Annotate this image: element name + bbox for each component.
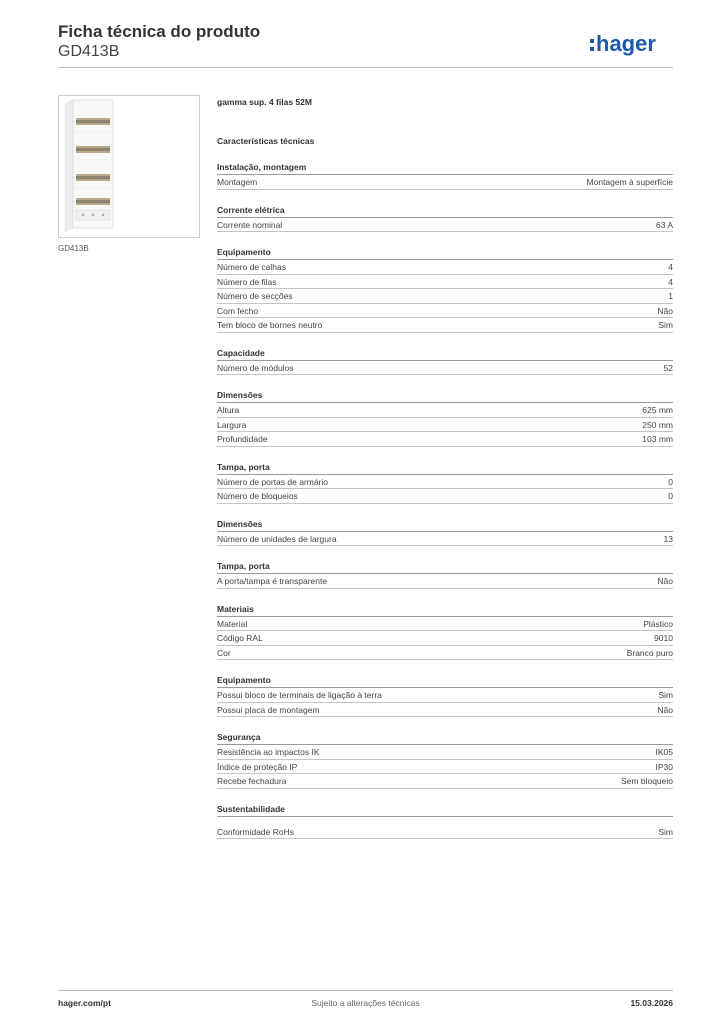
- spec-row: [217, 289, 673, 304]
- spec-group-title: Equipamento: [217, 674, 673, 688]
- spec-group-title: Segurança: [217, 731, 673, 745]
- page-title: Ficha técnica do produto: [58, 22, 261, 41]
- spec-group: [217, 161, 673, 190]
- spec-value: 13: [663, 533, 673, 544]
- spec-value: Branco puro: [626, 647, 673, 658]
- section-heading: Características técnicas: [217, 136, 315, 146]
- product-image-caption: GD413B: [58, 244, 89, 253]
- spec-group: [217, 461, 673, 504]
- spec-value: 4: [668, 262, 673, 272]
- spec-group: [217, 603, 673, 661]
- spec-label: Número de secções: [217, 291, 293, 301]
- spec-row: [217, 574, 673, 589]
- spec-group: [217, 518, 673, 547]
- spec-row: [217, 475, 673, 490]
- spec-value: 9010: [654, 633, 673, 643]
- spec-row: [217, 218, 673, 233]
- spec-group-title: Corrente elétrica: [217, 204, 673, 218]
- spec-label: Conformidade RoHs: [217, 826, 295, 837]
- spec-value: IP30: [655, 761, 673, 772]
- spec-group-title: Capacidade: [217, 347, 673, 361]
- spec-label: Tem bloco de bornes neutro: [217, 320, 323, 330]
- spec-label: Número de módulos: [217, 362, 294, 373]
- spec-value: Sem bloqueio: [621, 776, 673, 786]
- product-image: [58, 95, 200, 238]
- spec-label: Número de calhas: [217, 262, 286, 272]
- spec-value: 63 A: [655, 219, 673, 230]
- spec-row: [217, 631, 673, 646]
- spec-value: Sim: [658, 826, 673, 837]
- spec-value: Não: [657, 305, 673, 316]
- spec-group-title: Tampa, porta: [217, 560, 673, 574]
- spec-group: [217, 204, 673, 233]
- spec-row: [217, 617, 673, 632]
- spec-value: Não: [657, 576, 673, 586]
- spec-row: [217, 774, 673, 789]
- footer-divider: [58, 990, 673, 991]
- spec-label: Com fecho: [217, 305, 259, 316]
- header-divider: [58, 67, 673, 68]
- spec-label: Número de bloqueios: [217, 491, 298, 501]
- spec-group: [217, 347, 673, 376]
- spec-label: Altura: [217, 405, 240, 415]
- spec-row: [217, 745, 673, 760]
- spec-groups: [217, 161, 673, 839]
- logo-dot-bottom: [590, 47, 594, 51]
- spec-group-title: Dimensões: [217, 518, 673, 532]
- spec-value: Sim: [658, 690, 673, 700]
- spec-label: Índice de proteção IP: [217, 761, 298, 772]
- spec-group-title: Dimensões: [217, 389, 673, 403]
- spec-label: Recebe fechadura: [217, 776, 287, 786]
- spec-label: Resistência ao impactos IK: [217, 747, 320, 757]
- spec-group: [217, 560, 673, 589]
- spec-value: Plástico: [643, 618, 673, 629]
- spec-row: [217, 432, 673, 447]
- spec-value: 52: [663, 362, 673, 373]
- spec-group: [217, 674, 673, 717]
- spec-value: 0: [668, 476, 673, 487]
- spec-group: [217, 246, 673, 333]
- spec-row: [217, 489, 673, 504]
- spec-row: [217, 703, 673, 718]
- spec-label: Possui placa de montagem: [217, 704, 320, 715]
- spec-group-title: Equipamento: [217, 246, 673, 260]
- spec-group-title: Materiais: [217, 603, 673, 617]
- distribution-board-illustration: [59, 96, 199, 237]
- spec-group-title: Sustentabilidade: [217, 803, 673, 817]
- spec-label: Número de unidades de largura: [217, 533, 337, 544]
- spec-row: [217, 403, 673, 418]
- product-code: GD413B: [58, 43, 120, 60]
- spec-value: IK05: [655, 747, 673, 757]
- spec-row: [217, 532, 673, 547]
- spec-label: Código RAL: [217, 633, 263, 643]
- spec-row: [217, 318, 673, 333]
- spec-sheet: [217, 95, 673, 839]
- logo-text: hager: [596, 31, 656, 56]
- hager-logo: [590, 28, 672, 56]
- spec-row: [217, 275, 673, 290]
- spec-value: Montagem à superfície: [586, 177, 673, 187]
- spec-group: [217, 389, 673, 447]
- footer-date: 15.03.2026: [630, 998, 673, 1008]
- spec-label: Cor: [217, 647, 231, 658]
- spec-label: Número de portas de armário: [217, 476, 329, 487]
- spec-label: Possui bloco de terminais de ligação à terra: [217, 690, 382, 700]
- spec-group-title: Tampa, porta: [217, 461, 673, 475]
- spec-label: Montagem: [217, 177, 258, 187]
- spec-value: 103 mm: [642, 434, 673, 444]
- spec-value: 625 mm: [642, 405, 673, 415]
- spec-value: Sim: [658, 320, 673, 330]
- spec-row: [217, 175, 673, 190]
- spec-row: [217, 260, 673, 275]
- spec-row: [217, 418, 673, 433]
- spec-value: Não: [657, 704, 673, 715]
- spec-row: [217, 361, 673, 376]
- spec-row: [217, 825, 673, 840]
- spec-value: 1: [668, 291, 673, 301]
- spec-label: A porta/tampa é transparente: [217, 576, 328, 586]
- spec-row: [217, 688, 673, 703]
- page-header: [58, 22, 674, 62]
- footer-notice: Sujeito a alterações técnicas: [311, 998, 420, 1008]
- spec-value: 4: [668, 276, 673, 287]
- spec-label: Profundidade: [217, 434, 268, 444]
- spec-group-title: Instalação, montagem: [217, 161, 673, 175]
- spec-row: [217, 646, 673, 661]
- spec-value: 250 mm: [642, 419, 673, 430]
- spec-label: Largura: [217, 419, 247, 430]
- footer-website: hager.com/pt: [58, 998, 111, 1008]
- spec-row: [217, 304, 673, 319]
- spec-label: Material: [217, 618, 248, 629]
- spec-group: [217, 731, 673, 789]
- spec-value: 0: [668, 491, 673, 501]
- spec-group: [217, 803, 673, 840]
- spec-row: [217, 760, 673, 775]
- logo-dot-top: [590, 39, 594, 43]
- spec-label: Número de filas: [217, 276, 277, 287]
- spec-label: Corrente nominal: [217, 219, 283, 230]
- product-name: gamma sup. 4 filas 52M: [217, 97, 312, 107]
